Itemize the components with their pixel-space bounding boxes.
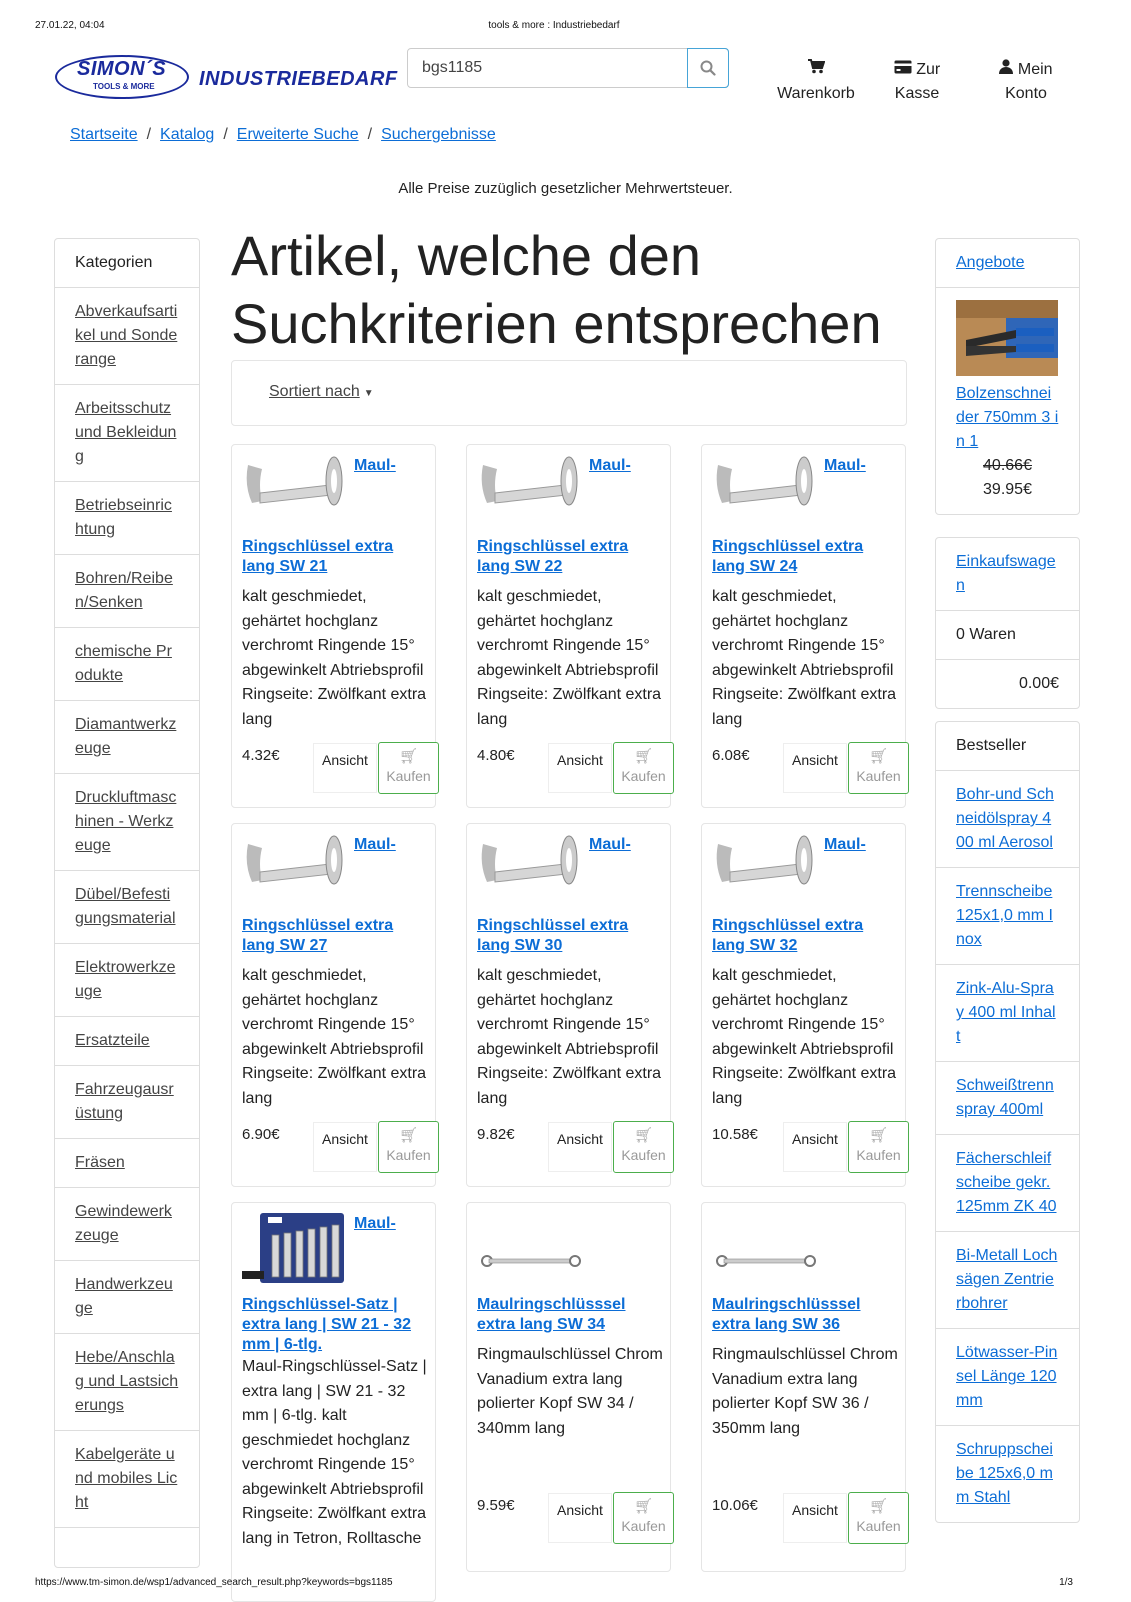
category-link[interactable]: Abverkaufsartikel und Sonderange [75,303,178,368]
product-card [466,1202,671,1572]
buy-button[interactable] [378,1121,439,1173]
product-image[interactable] [712,834,816,904]
buy-label: Kaufen [856,768,901,784]
bestseller-item [936,1232,1079,1329]
offers-title-link[interactable]: Angebote [956,254,1025,271]
product-price: 9.59€ [477,1497,515,1514]
product-card [701,823,906,1187]
cart-icon: 🛒︎ [633,748,654,765]
category-link[interactable]: Ersatzteile [75,1032,150,1049]
product-image[interactable] [477,1213,581,1283]
product-description: Maul-Ringschlüssel-Satz | extra lang | SW 21 - 32 mm | 6-tlg. kalt geschmiedet hochglanz verchromt Ringende 15° abgewinkelt Abtriebsprofil Ringseite: Zwölfkant extra lang in Tetron, Rolltasche [242,1358,427,1547]
category-link[interactable]: Arbeitsschutz und Bekleidung [75,400,177,465]
bestseller-item [936,965,1079,1062]
header-cart-link[interactable] [770,58,862,106]
logo-tagline: TOOLS & MORE [93,82,155,91]
account-line2: Konto [1005,85,1047,102]
account-line1: Mein [1017,61,1053,78]
view-button[interactable] [548,743,612,793]
category-item [55,1334,199,1431]
offer-name-link[interactable]: Bolzenschneider 750mm 3 in 1 [956,385,1059,450]
view-label: Ansicht [322,752,368,768]
category-link[interactable]: Elektrowerkzeuge [75,959,176,1000]
checkout-line2: Kasse [894,85,940,102]
product-name-link-part1[interactable]: Maul- [824,836,866,853]
sort-bar [231,360,907,426]
product-price: 6.90€ [242,1126,280,1143]
buy-label: Kaufen [386,768,431,784]
product-price: 4.32€ [242,747,280,764]
buy-label: Kaufen [621,1518,666,1534]
print-header [35,20,1073,34]
buy-label: Kaufen [621,768,666,784]
search-button[interactable] [687,48,729,88]
buy-button[interactable] [613,742,674,794]
category-link[interactable]: Hebe/Anschlag und Lastsicherungs [75,1349,179,1414]
view-button[interactable] [783,1493,847,1543]
cart-icon [807,58,825,74]
category-link[interactable]: Fräsen [75,1154,125,1171]
cart-count: 0 Waren [936,611,1079,660]
search-icon [700,60,716,76]
product-name-link[interactable]: Ringschlüssel extra lang SW 24 [712,538,864,575]
product-name-link-part1[interactable]: Maul- [824,457,866,474]
categories-title: Kategorien [55,239,199,288]
product-image[interactable] [242,455,346,525]
offers-panel [935,238,1080,515]
bestseller-item [936,771,1079,868]
buy-label: Kaufen [621,1147,666,1163]
bestseller-link[interactable]: Lötwasser-Pinsel Länge 120 mm [956,1344,1058,1409]
bestseller-link[interactable]: Fächerschleifscheibe gekr. 125mm ZK 40 [956,1150,1057,1215]
buy-button[interactable] [613,1492,674,1544]
cart-title-section [936,538,1079,611]
product-price: 10.58€ [712,1126,758,1143]
breadcrumb-suchergebnisse[interactable]: Suchergebnisse [381,126,496,143]
breadcrumb-katalog[interactable]: Katalog [160,126,215,143]
cart-icon: 🛒︎ [868,748,889,765]
cart-icon: 🛒︎ [398,1127,419,1144]
category-item [55,482,199,555]
print-title: tools & more : Industriebedarf [488,20,620,31]
category-link[interactable]: Diamantwerkzeuge [75,716,177,757]
bestseller-link[interactable]: Schruppscheibe 125x6,0 mm Stahl [956,1441,1053,1506]
category-link[interactable]: Dübel/Befestigungsmaterial [75,886,176,927]
wrench-image [712,455,816,525]
category-item [55,701,199,774]
product-name-link-part1[interactable]: Maul- [354,457,396,474]
breadcrumb: Startseite / Katalog / Erweiterte Suche / Suchergebnisse [70,126,496,143]
vat-note: Alle Preise zuzüglich gesetzlicher Mehrwertsteuer. [398,180,733,197]
logo-industriebedarf: INDUSTRIEBEDARF [199,68,398,90]
view-label: Ansicht [322,1131,368,1147]
product-description: kalt geschmiedet, gehärtet hochglanz verchromt Ringende 15° abgewinkelt Abtriebsprofil Ringseite: Zwölfkant extra lang [242,588,427,728]
view-button[interactable] [548,1122,612,1172]
category-item [55,628,199,701]
product-name-link[interactable]: Ringschlüssel extra lang SW 32 [712,917,864,954]
product-price: 10.06€ [712,1497,758,1514]
cart-icon: 🛒︎ [633,1127,654,1144]
category-item [55,871,199,944]
category-link[interactable]: Betriebseinrichtung [75,497,172,538]
buy-label: Kaufen [856,1147,901,1163]
logo-simon-text: SIMON´S [77,58,167,80]
product-name-link[interactable]: Ringschlüssel-Satz | extra lang | SW 21 - 32 mm | 6-tlg. [242,1296,411,1353]
product-card [231,1202,436,1602]
buy-button[interactable] [848,1492,909,1544]
print-footer [35,1577,1073,1591]
product-card [231,823,436,1187]
caret-down-icon: ▼ [363,388,374,399]
category-item [55,288,199,385]
page-title: Artikel, welche den Suchkriterien entsprechen [231,224,882,355]
product-description: Ringmaulschlüssel Chrom Vanadium extra lang polierter Kopf SW 36 / 350mm lang [712,1346,898,1437]
cart-title-link[interactable]: Einkaufswagen [956,553,1056,594]
wrench-image [477,455,581,525]
site-logo[interactable] [55,53,398,103]
category-link[interactable]: Bohren/Reiben/Senken [75,570,173,611]
product-name-link[interactable]: Maulringschlüsssel extra lang SW 36 [712,1296,861,1333]
category-item [55,385,199,482]
buy-button[interactable] [378,742,439,794]
bestseller-item [936,1426,1079,1522]
wrench-image [477,834,581,904]
breadcrumb-startseite[interactable]: Startseite [70,126,138,143]
product-name-link-part1[interactable]: Maul- [354,836,396,853]
product-name-link[interactable]: Ringschlüssel extra lang SW 27 [242,917,394,954]
bestseller-link[interactable]: Trennscheibe 125x1,0 mm Inox [956,883,1053,948]
product-image[interactable] [712,455,816,525]
product-name-link-part1[interactable]: Maul- [589,457,631,474]
search-box [407,48,729,88]
view-label: Ansicht [792,1502,838,1518]
product-description: kalt geschmiedet, gehärtet hochglanz verchromt Ringende 15° abgewinkelt Abtriebsprofil Ringseite: Zwölfkant extra lang [477,967,662,1107]
bestseller-link[interactable]: Zink-Alu-Spray 400 ml Inhalt [956,980,1056,1045]
buy-label: Kaufen [386,1147,431,1163]
header-checkout-link[interactable] [887,58,947,106]
category-item [55,555,199,628]
product-image[interactable] [477,455,581,525]
category-item [55,1017,199,1066]
wrench-image [477,1213,581,1283]
view-button[interactable] [783,1122,847,1172]
category-item [55,1261,199,1334]
product-card [701,444,906,808]
product-image[interactable] [477,834,581,904]
bolt-cutter-image[interactable] [956,300,1058,376]
product-name-link[interactable]: Maulringschlüsssel extra lang SW 34 [477,1296,626,1333]
category-link[interactable]: Kabelgeräte und mobiles Licht [75,1446,178,1511]
print-url: https://www.tm-simon.de/wsp1/advanced_search_result.php?keywords=bgs1185 [35,1577,393,1588]
product-image[interactable] [712,1213,816,1283]
cart-icon: 🛒︎ [633,1498,654,1515]
product-card [466,444,671,808]
cart-total: 0.00€ [1018,675,1059,692]
bestseller-item [936,1329,1079,1426]
product-card [701,1202,906,1572]
bestseller-item [936,1062,1079,1135]
sort-label: Sortiert nach [269,383,360,400]
bestseller-title: Bestseller [936,722,1079,771]
bestseller-link[interactable]: Bohr-und Schneidölspray 400 ml Aerosol [956,786,1054,851]
bestseller-link[interactable]: Schweißtrennspray 400ml [956,1077,1054,1118]
view-button[interactable] [548,1493,612,1543]
product-description: kalt geschmiedet, gehärtet hochglanz verchromt Ringende 15° abgewinkelt Abtriebsprofil Ringseite: Zwölfkant extra lang [242,967,427,1107]
category-link[interactable]: chemische Produkte [75,643,172,684]
category-link[interactable]: Handwerkzeuge [75,1276,173,1317]
breadcrumb-erweiterte-suche[interactable]: Erweiterte Suche [236,126,359,143]
product-name-link[interactable]: Ringschlüssel extra lang SW 22 [477,538,629,575]
product-name-link-part1[interactable]: Maul- [589,836,631,853]
category-item [55,1139,199,1188]
product-card [231,444,436,808]
buy-button[interactable] [848,742,909,794]
category-item [55,944,199,1017]
product-image[interactable] [242,1213,346,1283]
cart-icon: 🛒︎ [398,748,419,765]
wrench-image [242,834,346,904]
credit-card-icon [894,60,912,74]
product-description: kalt geschmiedet, gehärtet hochglanz verchromt Ringende 15° abgewinkelt Abtriebsprofil Ringseite: Zwölfkant extra lang [712,588,897,728]
category-link[interactable]: Fahrzeugausrüstung [75,1081,174,1122]
product-price: 4.80€ [477,747,515,764]
bestseller-item [936,1135,1079,1232]
user-icon [999,59,1013,74]
view-button[interactable] [313,1122,377,1172]
bestseller-link[interactable]: Bi-Metall Lochsägen Zentrierbohrer [956,1247,1058,1312]
buy-button[interactable] [613,1121,674,1173]
view-label: Ansicht [792,752,838,768]
wrench-image [712,834,816,904]
cart-label: Warenkorb [777,85,855,102]
view-label: Ansicht [557,752,603,768]
category-item [55,774,199,871]
wrench-image [242,455,346,525]
offer-price: 39.95€ [983,481,1032,498]
offer-old-price: 40.66€ [983,457,1032,474]
cart-icon: 🛒︎ [868,1498,889,1515]
categories-panel [54,238,200,1568]
category-link[interactable]: Gewindewerkzeuge [75,1203,172,1244]
bestseller-panel [935,721,1080,1523]
offer-item [936,288,1079,514]
category-item [55,1066,199,1139]
product-price: 9.82€ [477,1126,515,1143]
product-description: kalt geschmiedet, gehärtet hochglanz verchromt Ringende 15° abgewinkelt Abtriebsprofil Ringseite: Zwölfkant extra lang [712,967,897,1107]
view-button[interactable] [313,743,377,793]
buy-label: Kaufen [856,1518,901,1534]
product-description: kalt geschmiedet, gehärtet hochglanz verchromt Ringende 15° abgewinkelt Abtriebsprofil Ringseite: Zwölfkant extra lang [477,588,662,728]
category-item [55,1188,199,1261]
product-card [466,823,671,1187]
print-date: 27.01.22, 04:04 [35,20,105,31]
cart-icon: 🛒︎ [868,1127,889,1144]
view-label: Ansicht [557,1502,603,1518]
offers-title-section [936,239,1079,288]
wrench-image [712,1213,816,1283]
product-description: Ringmaulschlüssel Chrom Vanadium extra lang polierter Kopf SW 34 / 340mm lang [477,1346,663,1437]
print-page-number: 1/3 [1059,1577,1073,1588]
product-name-link[interactable]: Ringschlüssel extra lang SW 21 [242,538,394,575]
checkout-line1: Zur [916,61,941,78]
product-price: 6.08€ [712,747,750,764]
buy-button[interactable] [848,1121,909,1173]
view-button[interactable] [783,743,847,793]
sort-dropdown[interactable] [269,383,374,401]
view-label: Ansicht [792,1131,838,1147]
bestseller-item [936,868,1079,965]
product-image[interactable] [242,834,346,904]
wrench-set-image [242,1213,346,1283]
cart-panel [935,537,1080,709]
category-item [55,1431,199,1528]
search-input[interactable] [408,49,684,87]
product-name-link-part1[interactable]: Maul- [354,1215,396,1232]
category-link[interactable]: Druckluftmaschinen - Werkzeuge [75,789,177,854]
view-label: Ansicht [557,1131,603,1147]
header-account-link[interactable] [990,58,1062,106]
product-name-link[interactable]: Ringschlüssel extra lang SW 30 [477,917,629,954]
